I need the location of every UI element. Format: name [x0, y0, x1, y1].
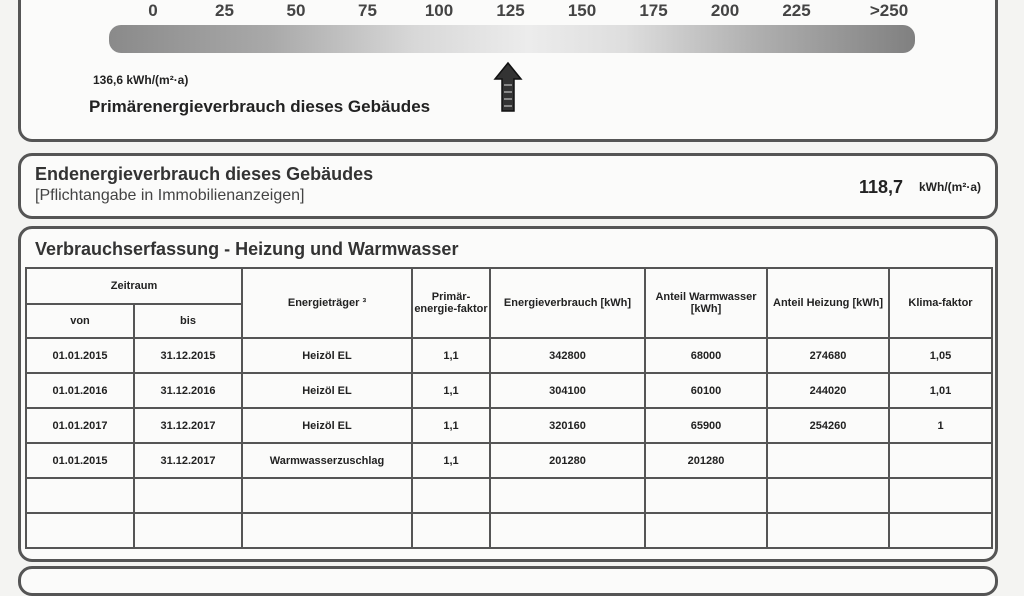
- cell-bis: 31.12.2015: [134, 338, 242, 373]
- cell-heizung: 254260: [767, 408, 889, 443]
- scale-tick-label: 50: [286, 1, 306, 20]
- cell-heizung: [767, 478, 889, 513]
- primary-energy-caption: Primärenergieverbrauch dieses Gebäudes: [89, 97, 431, 116]
- cell-von: 01.01.2017: [26, 408, 134, 443]
- cell-klima: [889, 443, 992, 478]
- cell-bis: 31.12.2016: [134, 373, 242, 408]
- header-primaerfaktor: Primär-energie-faktor: [412, 268, 490, 338]
- cell-faktor: 1,1: [412, 373, 490, 408]
- table-row: [26, 408, 992, 443]
- scale-tick-label: 100: [424, 1, 454, 20]
- cell-heizung: 274680: [767, 338, 889, 373]
- scale-tick-label: 175: [639, 1, 668, 20]
- energy-scale-bar: [109, 25, 915, 53]
- cell-von: [26, 478, 134, 513]
- cell-verbrauch: 304100: [490, 373, 645, 408]
- scale-tick-label: 0: [148, 1, 158, 20]
- primary-energy-value: 136,6 kWh/(m²·a): [93, 73, 189, 87]
- scale-tick-label: 125: [496, 1, 525, 20]
- scale-tick-label: 225: [782, 1, 811, 20]
- cell-verbrauch: [490, 478, 645, 513]
- energy-scale-panel: [18, 0, 998, 142]
- cell-verbrauch: [490, 513, 645, 548]
- cell-klima: 1,05: [889, 338, 992, 373]
- cell-warmwasser: 68000: [645, 338, 767, 373]
- cell-heizung: [767, 513, 889, 548]
- final-energy-title: Endenergieverbrauch dieses Gebäudes: [35, 164, 374, 184]
- cell-verbrauch: 320160: [490, 408, 645, 443]
- header-bis: bis: [134, 304, 242, 338]
- header-warmwasser: Anteil Warmwasser [kWh]: [645, 268, 767, 338]
- cell-warmwasser: 65900: [645, 408, 767, 443]
- table-row: [26, 478, 992, 513]
- header-zeitraum: Zeitraum: [26, 268, 242, 304]
- consumption-table-panel: [18, 226, 998, 562]
- final-energy-subtitle: [Pflichtangabe in Immobilienanzeigen]: [35, 187, 305, 204]
- cell-traeger: [242, 478, 412, 513]
- cell-bis: 31.12.2017: [134, 443, 242, 478]
- table-title: Verbrauchserfassung - Heizung und Warmwasser: [35, 239, 459, 259]
- scale-tick-label: 150: [567, 1, 597, 20]
- cell-faktor: [412, 478, 490, 513]
- cell-bis: [134, 513, 242, 548]
- scale-tick-label: 200: [710, 1, 740, 20]
- cell-klima: [889, 513, 992, 548]
- table-row: [26, 373, 992, 408]
- header-energieverbrauch: Energieverbrauch [kWh]: [490, 268, 645, 338]
- table-row: [26, 443, 992, 478]
- header-von: von: [26, 304, 134, 338]
- cell-faktor: 1,1: [412, 408, 490, 443]
- table-row: [26, 338, 992, 373]
- cell-von: 01.01.2016: [26, 373, 134, 408]
- cell-klima: [889, 478, 992, 513]
- final-energy-value: 118,7: [858, 177, 903, 197]
- scale-tick-label: 75: [358, 1, 377, 20]
- cell-verbrauch: 342800: [490, 338, 645, 373]
- cell-traeger: [242, 513, 412, 548]
- cell-von: 01.01.2015: [26, 338, 134, 373]
- header-heizung: Anteil Heizung [kWh]: [767, 268, 889, 338]
- cell-warmwasser: [645, 513, 767, 548]
- cell-klima: 1: [889, 408, 992, 443]
- scale-tick-label: 25: [215, 1, 234, 20]
- consumption-table: [25, 267, 993, 549]
- scale-tick-label: >250: [869, 1, 909, 20]
- cell-klima: 1,01: [889, 373, 992, 408]
- cell-traeger: Heizöl EL: [242, 408, 412, 443]
- cell-traeger: Heizöl EL: [242, 338, 412, 373]
- cell-bis: [134, 478, 242, 513]
- header-energietraeger: Energieträger ³: [242, 268, 412, 338]
- cell-faktor: 1,1: [412, 443, 490, 478]
- cell-verbrauch: 201280: [490, 443, 645, 478]
- header-klimafaktor: Klima-faktor: [889, 268, 992, 338]
- table-row: [26, 513, 992, 548]
- cell-traeger: Heizöl EL: [242, 373, 412, 408]
- cell-heizung: 244020: [767, 373, 889, 408]
- cell-warmwasser: 201280: [645, 443, 767, 478]
- cell-faktor: [412, 513, 490, 548]
- final-energy-panel: [18, 153, 998, 219]
- cell-heizung: [767, 443, 889, 478]
- arrow-up-icon: [493, 61, 523, 113]
- final-energy-unit: kWh/(m²·a): [919, 180, 981, 194]
- next-section-panel: [18, 566, 998, 596]
- cell-warmwasser: [645, 478, 767, 513]
- cell-von: 01.01.2015: [26, 443, 134, 478]
- cell-faktor: 1,1: [412, 338, 490, 373]
- table-body: [26, 338, 992, 548]
- cell-bis: 31.12.2017: [134, 408, 242, 443]
- cell-traeger: Warmwasserzuschlag: [242, 443, 412, 478]
- scale-ticks: [21, 1, 995, 23]
- cell-warmwasser: 60100: [645, 373, 767, 408]
- cell-von: [26, 513, 134, 548]
